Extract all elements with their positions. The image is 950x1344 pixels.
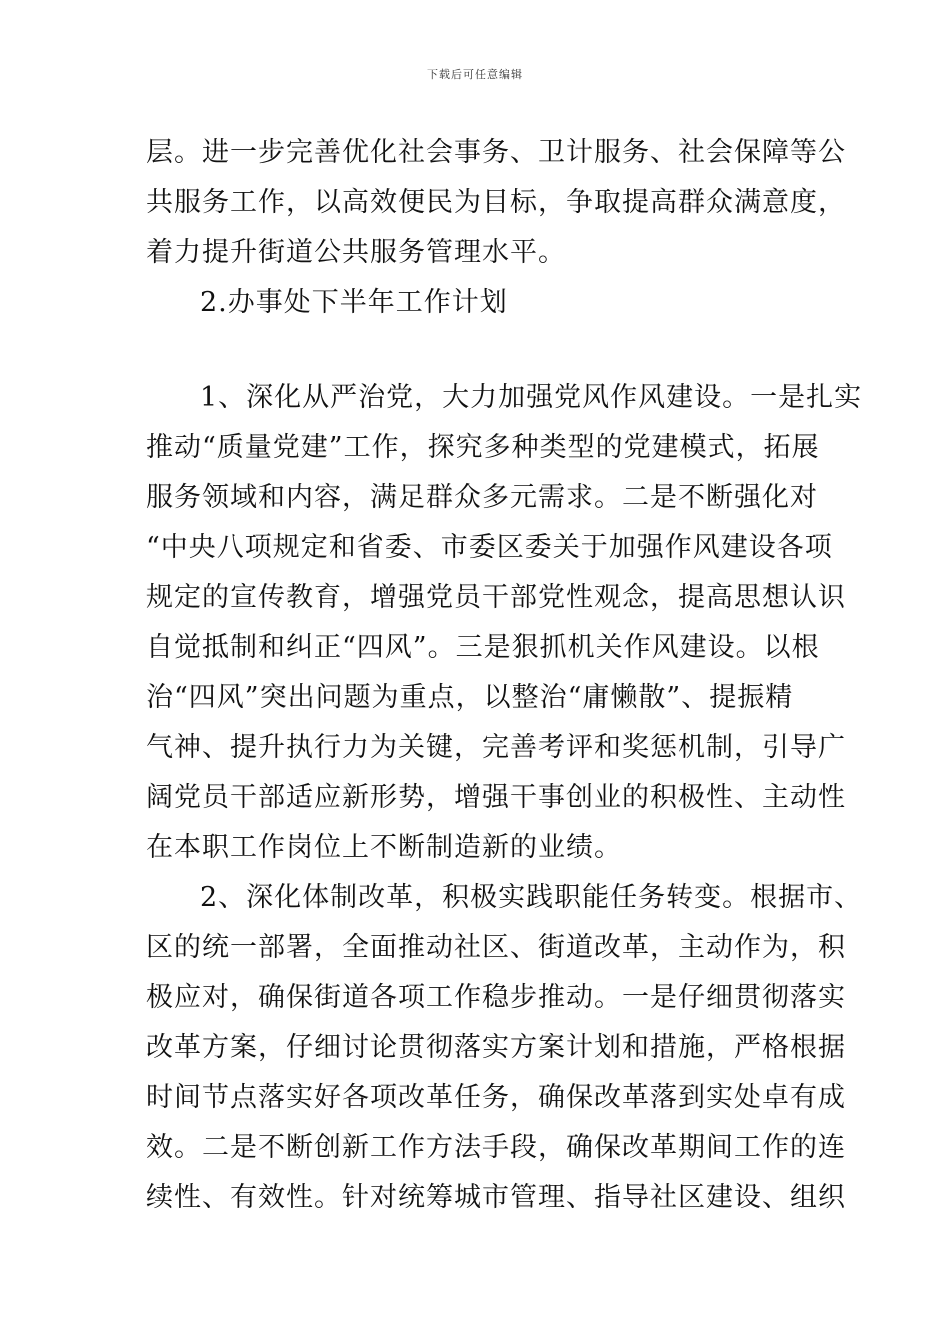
text-line: 层。进一步完善优化社会事务、卫计服务、社会保障等公 bbox=[146, 137, 846, 168]
section-heading: 2.办事处下半年工作计划 bbox=[200, 287, 508, 318]
text-line: 1、深化从严治党，大力加强党风作风建设。一是扎实 bbox=[200, 382, 863, 413]
text-line: 续性、有效性。针对统筹城市管理、指导社区建设、组织 bbox=[146, 1182, 846, 1213]
paragraph-intro bbox=[146, 128, 846, 328]
text-line: 阔党员干部适应新形势，增强干事创业的积极性、主动性 bbox=[146, 782, 846, 813]
text-line: 2、深化体制改革，积极实践职能任务转变。根据市、 bbox=[200, 882, 863, 913]
text-line: 自觉抵制和纠正“四风”。三是狠抓机关作风建设。以根 bbox=[146, 632, 820, 663]
text-line: 推动“质量党建”工作，探究多种类型的党建模式，拓展 bbox=[146, 432, 820, 463]
text-line: 区的统一部署，全面推动社区、街道改革，主动作为，积 bbox=[146, 932, 846, 963]
paragraph-1 bbox=[146, 373, 863, 1223]
text-line: 极应对，确保街道各项工作稳步推动。一是仔细贯彻落实 bbox=[146, 982, 846, 1013]
text-line: 改革方案，仔细讨论贯彻落实方案计划和措施，严格根据 bbox=[146, 1032, 846, 1063]
text-line: 服务领域和内容，满足群众多元需求。二是不断强化对 bbox=[146, 482, 818, 513]
text-line: 时间节点落实好各项改革任务，确保改革落到实处卓有成 bbox=[146, 1082, 846, 1113]
text-line: 在本职工作岗位上不断制造新的业绩。 bbox=[146, 832, 622, 863]
text-line: 治“四风”突出问题为重点，以整治“庸懒散”、提振精 bbox=[146, 682, 794, 713]
text-line: 共服务工作，以高效便民为目标，争取提高群众满意度， bbox=[146, 187, 846, 218]
text-line: 效。二是不断创新工作方法手段，确保改革期间工作的连 bbox=[146, 1132, 846, 1163]
text-line: 规定的宣传教育，增强党员干部党性观念，提高思想认识 bbox=[146, 582, 846, 613]
header-note: 下载后可任意编辑 bbox=[427, 68, 523, 81]
text-line: “中央八项规定和省委、市委区委关于加强作风建设各项 bbox=[146, 532, 833, 563]
text-line: 着力提升街道公共服务管理水平。 bbox=[146, 237, 566, 268]
text-line: 气神、提升执行力为关键，完善考评和奖惩机制，引导广 bbox=[146, 732, 846, 763]
